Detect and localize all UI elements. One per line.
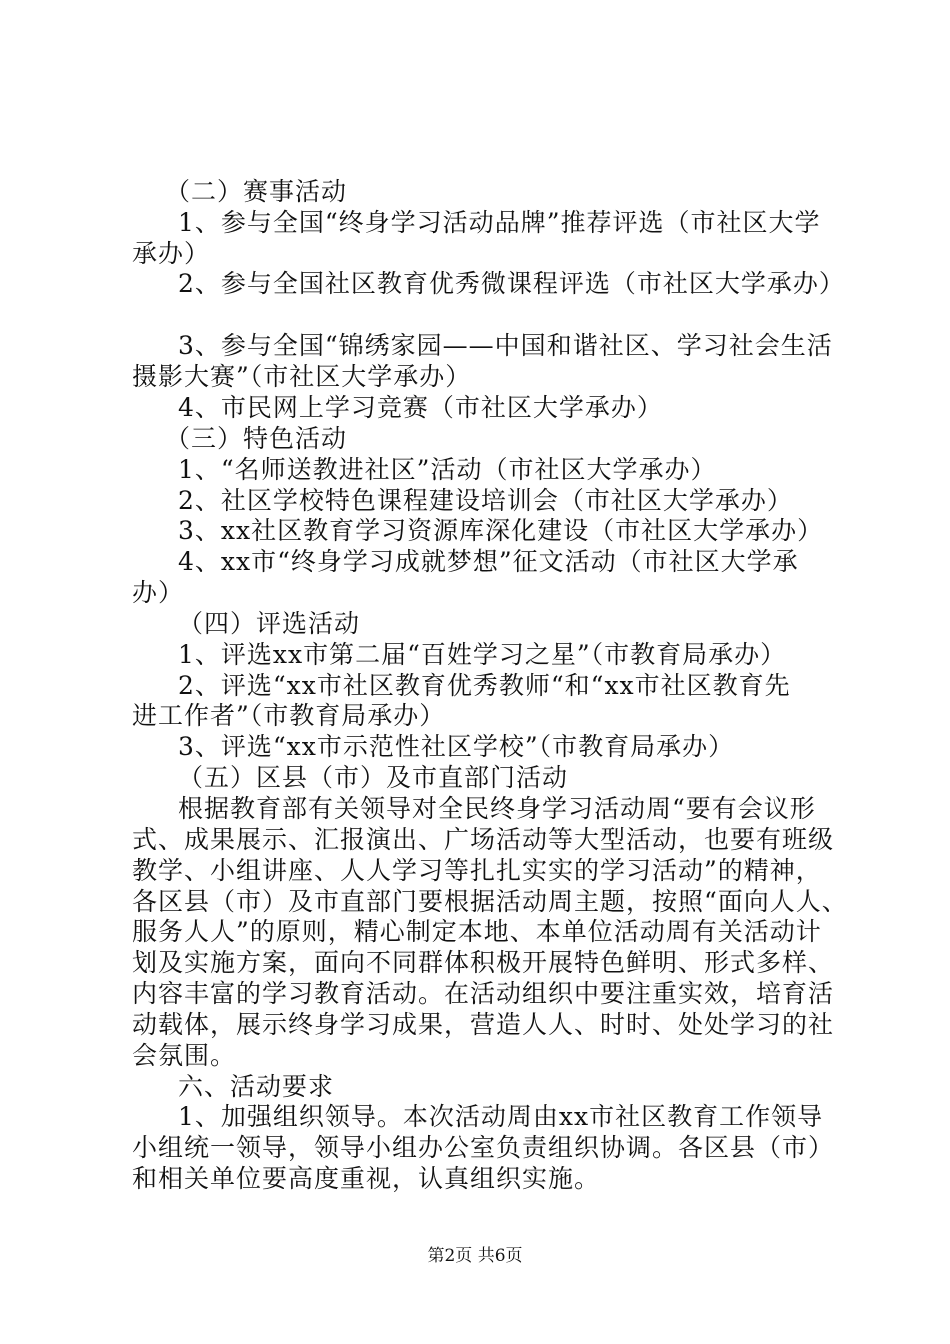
list-item: 3、参与全国“锦绣家园——中国和谐社区、学习社会生活 (178, 331, 833, 360)
paragraph-line: 小组统一领导，领导小组办公室负责组织协调。各区县（市） (132, 1133, 835, 1162)
text-line: 办） (132, 578, 185, 607)
list-item: 2、社区学校特色课程建设培训会（市社区大学承办） (178, 486, 793, 515)
paragraph-line: 服务人人”的原则，精心制定本地、本单位活动周有关活动计 (132, 917, 822, 946)
paragraph-line: 划及实施方案，面向不同群体积极开展特色鲜明、形式多样、 (132, 948, 835, 977)
paragraph-line: 根据教育部有关领导对全民终身学习活动周“要有会议形 (178, 794, 816, 823)
section-heading: （二）赛事活动 (165, 177, 348, 206)
list-item: 1、“名师送教进社区”活动（市社区大学承办） (178, 455, 717, 484)
section-heading: （四）评选活动 (178, 609, 361, 638)
paragraph-line: 教学、小组讲座、人人学习等扎扎实实的学习活动”的精神， (132, 856, 822, 885)
list-item: 3、xx社区教育学习资源库深化建设（市社区大学承办） (178, 516, 824, 545)
paragraph-line: 和相关单位要高度重视，认真组织实施。 (132, 1164, 601, 1193)
section-heading: 六、活动要求 (178, 1072, 335, 1101)
list-item: 1、参与全国“终身学习活动品牌”推荐评选（市社区大学 (178, 208, 821, 237)
paragraph-line: 1、加强组织领导。本次活动周由xx市社区教育工作领导 (178, 1102, 824, 1131)
list-item: 1、评选xx市第二届“百姓学习之星”（市教育局承办） (178, 640, 787, 669)
list-item: 4、市民网上学习竞赛（市社区大学承办） (178, 393, 663, 422)
list-item: 2、参与全国社区教育优秀微课程评选（市社区大学承办） (178, 269, 845, 298)
text-line: 承办） (132, 239, 211, 268)
paragraph-line: 式、成果展示、汇报演出、广场活动等大型活动，也要有班级 (132, 825, 835, 854)
text-line: 摄影大赛”（市社区大学承办） (132, 362, 472, 391)
section-heading: （五）区县（市）及市直部门活动 (178, 763, 569, 792)
list-item: 4、xx市“终身学习成就梦想”征文活动（市社区大学承 (178, 547, 799, 576)
list-item: 2、评选“xx市社区教育优秀教师“和“xx市社区教育先 (178, 671, 791, 700)
paragraph-line: 动载体，展示终身学习成果，营造人人、时时、处处学习的社 (132, 1010, 835, 1039)
text-line: 进工作者”（市教育局承办） (132, 701, 446, 730)
paragraph-line: 会氛围。 (132, 1041, 237, 1070)
page-number-footer: 第2页 共6页 (427, 1246, 523, 1266)
section-heading: （三）特色活动 (165, 424, 348, 453)
paragraph-line: 内容丰富的学习教育活动。在活动组织中要注重实效，培育活 (132, 979, 835, 1008)
list-item: 3、评选“xx市示范性社区学校”（市教育局承办） (178, 732, 735, 761)
paragraph-line: 各区县（市）及市直部门要根据活动周主题，按照“面向人人、 (132, 887, 848, 916)
